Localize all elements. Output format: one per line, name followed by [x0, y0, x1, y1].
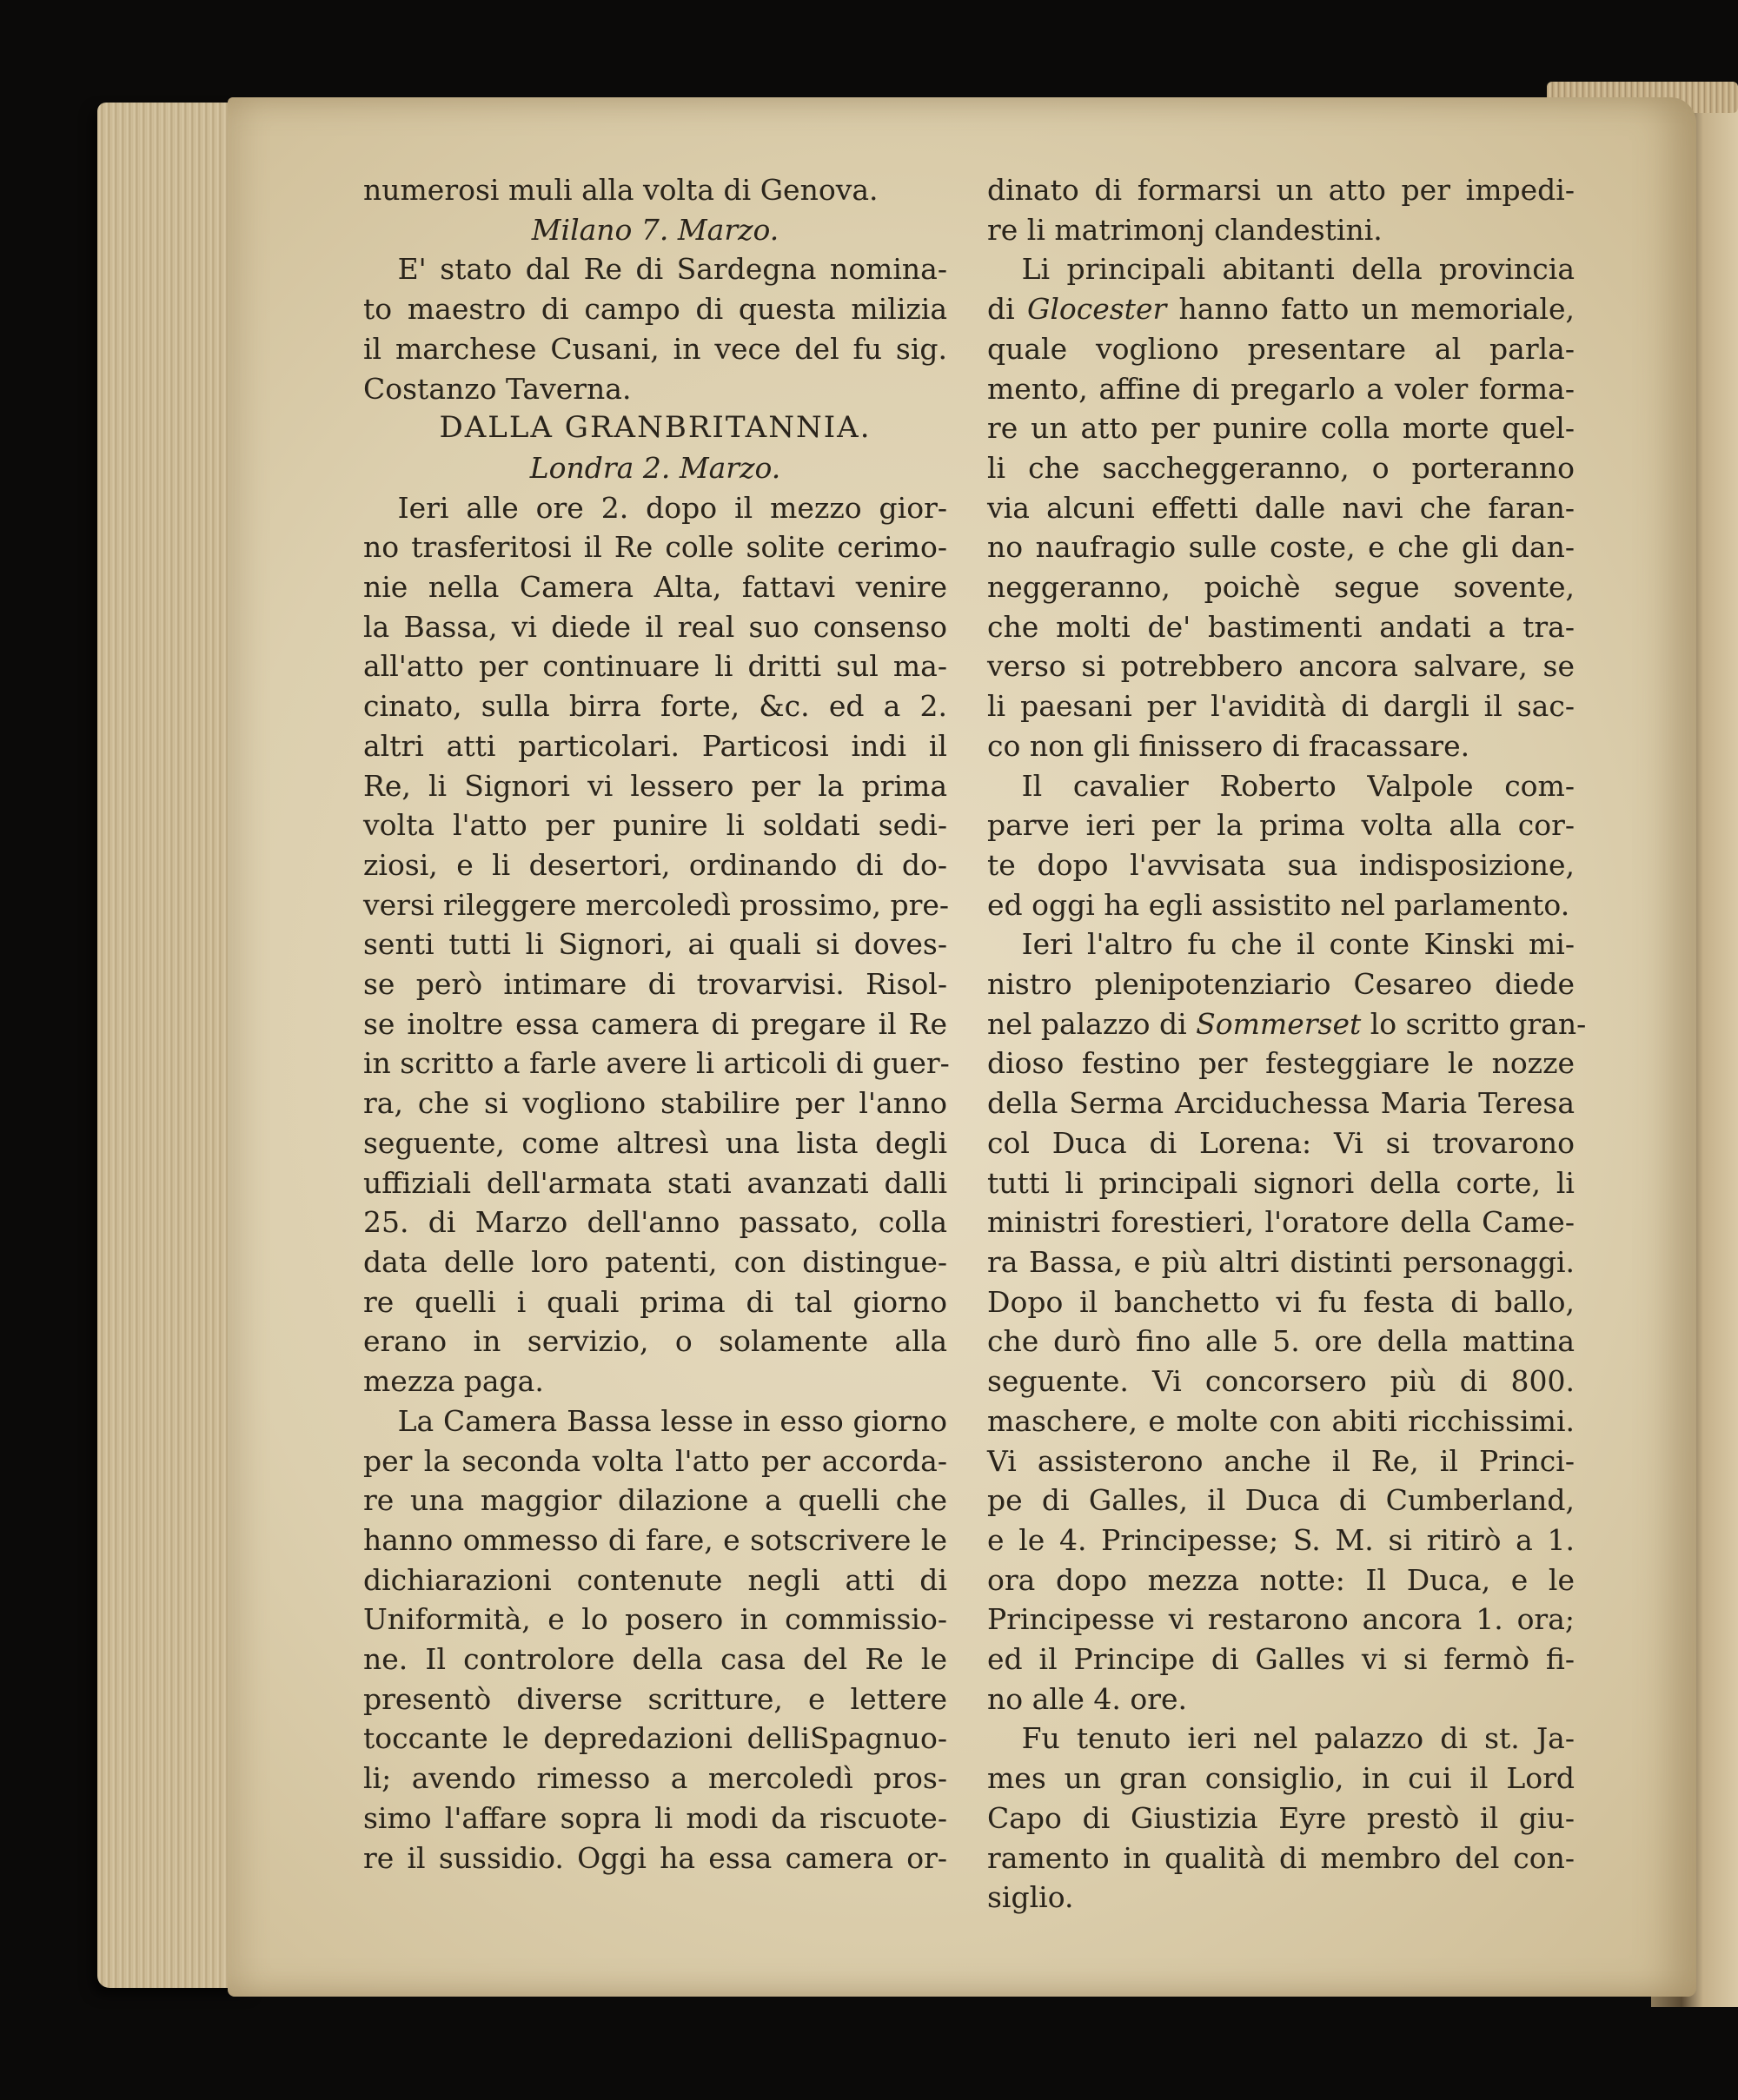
text-line: no naufragio sulle coste, e che gli dan-: [987, 530, 1575, 565]
text-line: uffiziali dell'armata stati avanzati dalli: [363, 1165, 947, 1200]
text-line: re quelli i quali prima di tal giorno: [363, 1284, 947, 1319]
text-line: Dopo il banchetto vi fu festa di ballo,: [987, 1284, 1575, 1319]
paragraph-matrimonj: [987, 170, 1575, 249]
text-line: maschere, e molte con abiti ricchissimi.: [987, 1403, 1575, 1438]
text-line: se però intimare di trovarvisi. Risol-: [363, 967, 947, 1002]
paragraph-sardegna: [363, 249, 947, 408]
right-text-column: [987, 170, 1587, 1918]
text-line: re una maggior dilazione a quelli che: [363, 1483, 947, 1518]
text-line: ora dopo mezza notte: Il Duca, e le: [987, 1562, 1575, 1597]
text-line: siglio.: [987, 1880, 1074, 1915]
text-line: E' stato dal Re di Sardegna nomina-: [397, 252, 947, 287]
text-line: col Duca di Lorena: Vi si trovarono: [987, 1125, 1575, 1160]
text-line: ra, che si vogliono stabilire per l'anno: [363, 1086, 947, 1121]
text-line: Capo di Giustizia Eyre prestò il giu-: [987, 1800, 1575, 1835]
text-line: co non gli finissero di fracassare.: [987, 728, 1470, 763]
text-line: Fu tenuto ieri nel palazzo di st. Ja-: [1021, 1721, 1575, 1756]
paragraph-st-james: [987, 1719, 1575, 1918]
text-line: data delle loro patenti, con distingue-: [363, 1244, 947, 1279]
text-line: che durò fino alle 5. ore della mattina: [987, 1324, 1575, 1359]
text-line: di Glocester hanno fatto un memoriale,: [987, 292, 1575, 327]
text-line: ministri forestieri, l'oratore della Came-: [987, 1205, 1575, 1240]
text-line: nie nella Camera Alta, fattavi venire: [363, 570, 947, 605]
text-line: ra Bassa, e più altri distinti personaggi.: [987, 1244, 1575, 1279]
text-line: nistro plenipotenziario Cesareo diede: [987, 967, 1575, 1002]
text-line: presentò diverse scritture, e lettere: [363, 1681, 947, 1716]
text-line: li che saccheggeranno, o porteranno: [987, 450, 1575, 485]
text-line: senti tutti li Signori, ai quali si doves-: [363, 927, 947, 962]
text-line: Ieri l'altro fu che il conte Kinski mi-: [1021, 927, 1575, 962]
text-line: che molti de' bastimenti andati a tra-: [987, 609, 1575, 644]
text-line: Li principali abitanti della provincia: [1021, 252, 1575, 287]
text-line: 25. di Marzo dell'anno passato, colla: [363, 1205, 947, 1240]
text-line: li; avendo rimesso a mercoledì pros-: [363, 1761, 947, 1796]
dateline-londra: Londra 2. Marzo.: [529, 450, 781, 485]
text-line: e le 4. Principesse; S. M. si ritirò a 1.: [987, 1522, 1575, 1557]
text-line: Vi assisterono anche il Re, il Princi-: [987, 1443, 1575, 1478]
text-line: La Camera Bassa lesse in esso giorno: [397, 1403, 947, 1438]
text-line: re il sussidio. Oggi ha essa camera or-: [363, 1840, 947, 1875]
dateline-milano: Milano 7. Marzo.: [531, 212, 779, 247]
text-line: della Serma Arciduchessa Maria Teresa: [987, 1086, 1575, 1121]
text-line: il marchese Cusani, in vece del fu sig.: [363, 331, 947, 366]
text-line: pe di Galles, il Duca di Cumberland,: [987, 1483, 1575, 1518]
text-line: dinato di formarsi un atto per impedi-: [987, 173, 1575, 207]
text-line: no alle 4. ore.: [987, 1681, 1188, 1716]
text-line: mezza paga.: [363, 1364, 544, 1399]
text-line: Uniformità, e lo posero in commissio-: [363, 1602, 947, 1637]
text-line: dioso festino per festeggiare le nozze: [987, 1046, 1575, 1081]
text-line: parve ieri per la prima volta alla cor-: [987, 808, 1575, 843]
text-line: Il cavalier Roberto Valpole com-: [1021, 768, 1575, 803]
text-line: per la seconda volta l'atto per accorda-: [363, 1443, 947, 1478]
text-line: dichiarazioni contenute negli atti di: [363, 1562, 947, 1597]
text-line: verso si potrebbero ancora salvare, se: [987, 649, 1575, 684]
text-line: ramento in qualità di membro del con-: [987, 1840, 1575, 1875]
text-line: ed il Principe di Galles vi si fermò fi-: [987, 1642, 1575, 1677]
text-line: all'atto per continuare li dritti sul ma-: [363, 649, 947, 684]
text-line: re un atto per punire colla morte quel-: [987, 411, 1575, 446]
text-line: ed oggi ha egli assistito nel parlamento.: [987, 887, 1570, 922]
paragraph-camera-bassa: [363, 1401, 947, 1878]
text-line: Principesse vi restarono ancora 1. ora;: [987, 1602, 1575, 1637]
text-line: seguente. Vi concorsero più di 800.: [987, 1364, 1575, 1399]
text-line: ne. Il controlore della casa del Re le: [363, 1642, 947, 1677]
text-line: Re, li Signori vi lessero per la prima: [363, 768, 947, 803]
left-text-column: [363, 170, 950, 1878]
text-line: li paesani per l'avidità di dargli il sac-: [987, 689, 1575, 724]
text-line: Ieri alle ore 2. dopo il mezzo gior-: [397, 490, 947, 525]
text-line: seguente, come altresì una lista degli: [363, 1125, 947, 1160]
text-line: erano in servizio, o solamente alla: [363, 1324, 947, 1359]
text-line: re li matrimonj clandestini.: [987, 212, 1383, 247]
text-line: te dopo l'avvisata sua indisposizione,: [987, 847, 1575, 882]
text-line: volta l'atto per punire li soldati sedi-: [363, 808, 947, 843]
section-heading: DALLA GRANBRITANNIA.: [439, 410, 872, 446]
text-line: tutti li principali signori della corte, li: [987, 1165, 1575, 1200]
text-line: hanno ommesso di fare, e sotscrivere le: [363, 1522, 947, 1557]
text-line: to maestro di campo di questa milizia: [363, 292, 947, 327]
text-line: Costanzo Taverna.: [363, 371, 632, 406]
text-line: mento, affine di pregarlo a voler forma-: [987, 371, 1575, 406]
text-line: ziosi, e li desertori, ordinando di do-: [363, 847, 947, 882]
text-line: altri atti particolari. Particosi indi il: [363, 728, 947, 763]
text-line: no trasferitosi il Re colle solite cerimo-: [363, 530, 947, 565]
text-line: via alcuni effetti dalle navi che faran-: [987, 490, 1575, 525]
text-line: numerosi muli alla volta di Genova.: [363, 173, 879, 207]
text-line: mes un gran consiglio, in cui il Lord: [987, 1761, 1575, 1796]
text-line: cinato, sulla birra forte, &c. ed a 2.: [363, 689, 947, 724]
text-line: quale vogliono presentare al parla-: [987, 331, 1575, 366]
text-line: toccante le depredazioni delliSpagnuo-: [363, 1721, 947, 1756]
text-line: simo l'affare sopra li modi da riscuote-: [363, 1800, 947, 1835]
text-line: in scritto a farle avere li articoli di guer-: [363, 1046, 950, 1081]
paragraph-glocester: [987, 249, 1575, 765]
text-line: nel palazzo di Sommerset lo scritto gran-: [987, 1006, 1587, 1041]
paragraph-valpole: [987, 766, 1575, 925]
paragraph-kinski: [987, 924, 1587, 1719]
text-line: se inoltre essa camera di pregare il Re: [363, 1006, 947, 1041]
paragraph-re-camera-alta: [363, 488, 950, 1401]
text-line: neggeranno, poichè segue sovente,: [987, 570, 1575, 605]
text-line: versi rileggere mercoledì prossimo, pre-: [363, 887, 950, 922]
text-line: la Bassa, vi diede il real suo consenso: [363, 609, 947, 644]
